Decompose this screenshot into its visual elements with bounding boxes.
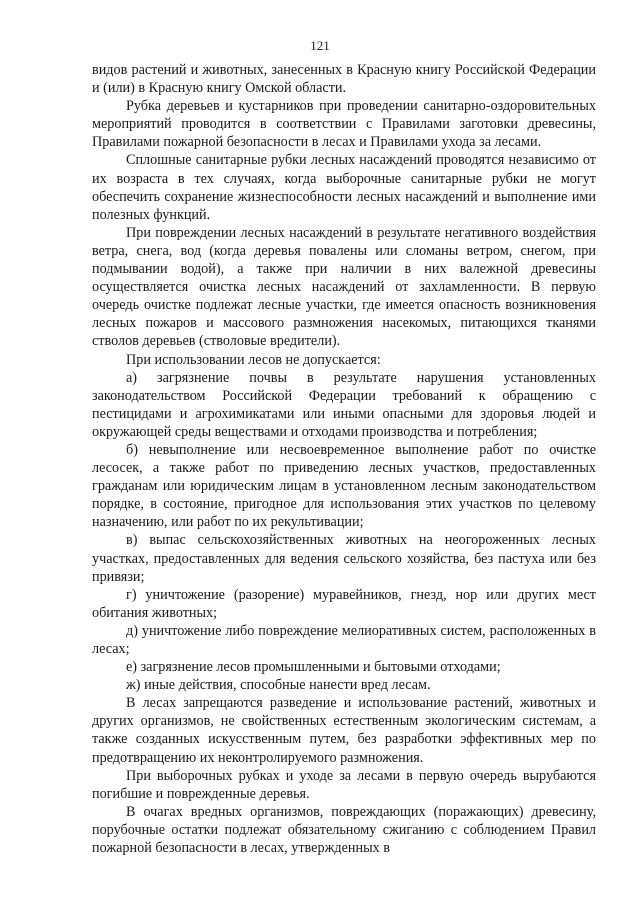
list-item-a: а) загрязнение почвы в результате нарушения установленных законодательством Российской Федерации требований к обращению с пестицидами и агрохимикатами или иными опасными для здоровья людей и окружающей среды веществами и отходами производства и потребления; [92,369,596,440]
paragraph-sanitary-felling: Рубка деревьев и кустарников при проведении санитарно-оздоровительных мероприятий проводится в соответствии с Правилами заготовки древесины, Правилами пожарной безопасности в лесах и Правилами ухода за лесами. [92,98,596,151]
paragraph-continuation: видов растений и животных, занесенных в Красную книгу Российской Федерации и (или) в Красную книгу Омской области. [92,62,596,97]
list-item-d: д) уничтожение либо повреждение мелиоративных систем, расположенных в лесах; [92,622,596,657]
paragraph-damage-cleaning: При повреждении лесных насаждений в результате негативного воздействия ветра, снега, вод (когда деревья повалены или сломаны ветром, снегом, при подмывании водой), а также при наличии в них валежной древесины осуществляется очистка лесных насаждений от захламленности. В первую очередь очистке подлежат лесные участки, где имеется опасность возникновения лесных пожаров и массового размножения насекомых, питающихся тканями стволов деревьев (стволовые вредители). [92,224,596,350]
paragraph-invasive-species: В лесах запрещаются разведение и использование растений, животных и других организмов, не свойственных естественным экологическим системам, а также созданных искусственным путем, без разработки эффективных мер по предотвращению их неконтролируемого размножения. [92,695,596,766]
paragraph-selective-felling: При выборочных рубках и уходе за лесами в первую очередь вырубаются погибшие и поврежденные деревья. [92,767,596,802]
paragraph-pest-foci: В очагах вредных организмов, повреждающих (поражающих) древесину, порубочные остатки подлежат обязательному сжиганию с соблюдением Правил пожарной безопасности в лесах, утвержденных в [92,803,596,857]
list-item-e: е) загрязнение лесов промышленными и бытовыми отходами; [126,659,501,676]
page-number: 121 [310,38,330,53]
paragraph-prohibitions-intro: При использовании лесов не допускается: [126,351,381,368]
list-item-v: в) выпас сельскохозяйственных животных на неогороженных лесных участках, предоставленных для ведения сельского хозяйства, без пастуха или без привязи; [92,532,596,585]
body-text [92,61,596,857]
list-item-zh: ж) иные действия, способные нанести вред лесам. [126,677,431,694]
list-item-b: б) невыполнение или несвоевременное выполнение работ по очистке лесосек, а также работ по приведению лесных участков, предоставленных гражданам или юридическим лицам в установленном лесным законодательством порядке, в состояние, пригодное для использования этих участков по целевому назначению, или работ по их рекультивации; [92,441,596,531]
paragraph-clear-felling: Сплошные санитарные рубки лесных насаждений проводятся независимо от их возраста в тех случаях, когда выборочные санитарные рубки не могут обеспечить сохранение жизнеспособности лесных насаждений и выполнение ими полезных функций. [92,152,596,223]
list-item-g: г) уничтожение (разорение) муравейников, гнезд, нор или других мест обитания животных; [92,586,596,621]
